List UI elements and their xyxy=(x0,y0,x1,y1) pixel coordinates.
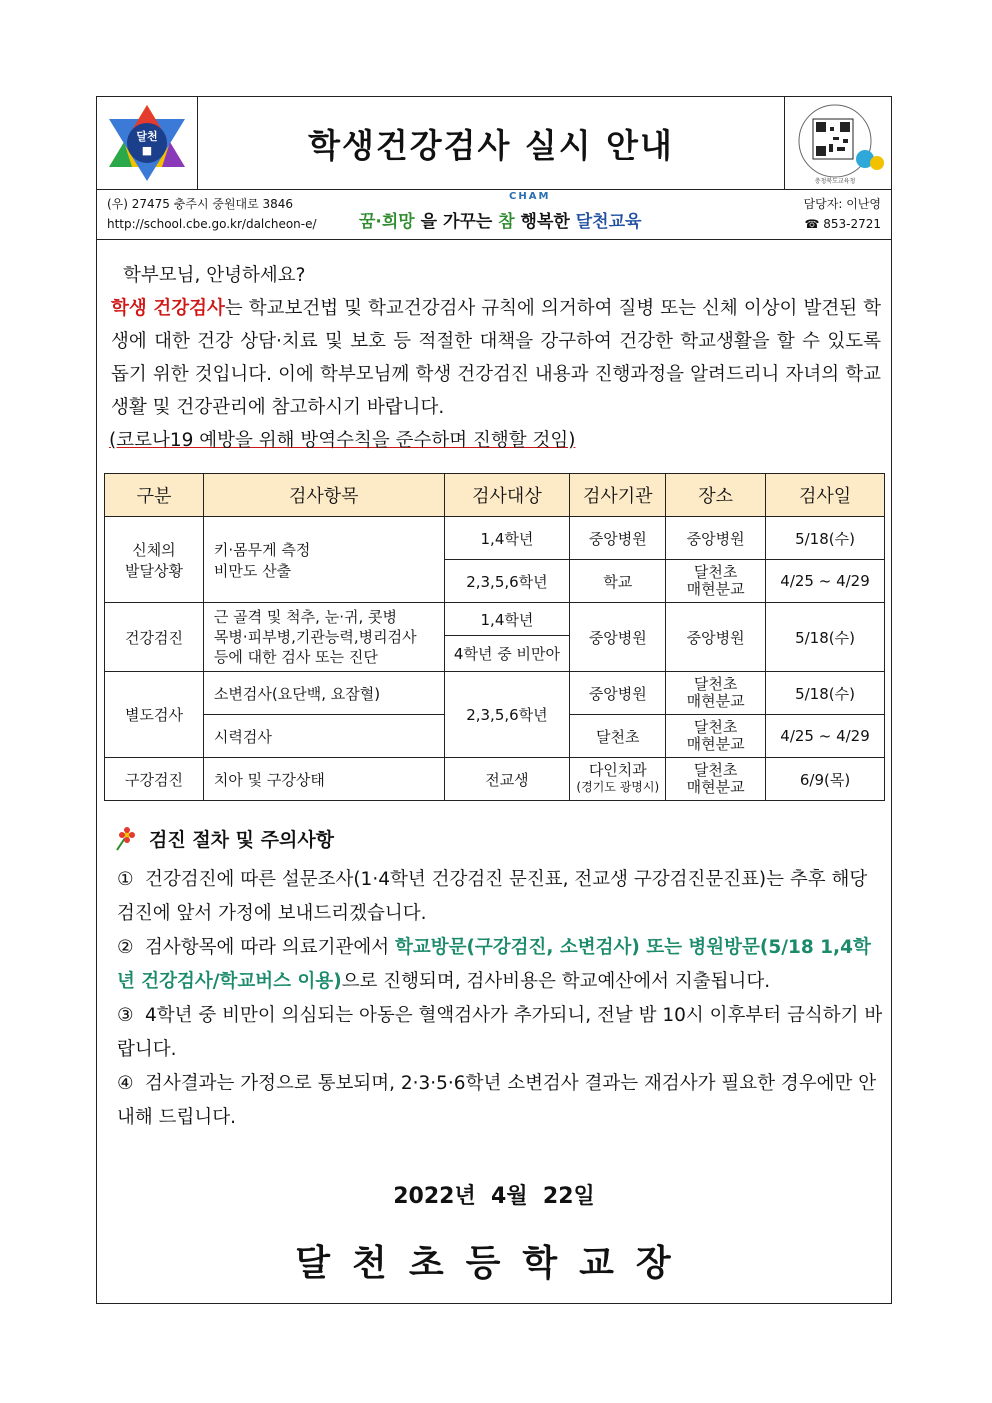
table-header: 검사일 xyxy=(766,474,885,517)
table-row xyxy=(105,672,885,715)
slogan-cham-en: CHAM xyxy=(509,191,551,202)
cell-text: 달천초 xyxy=(693,563,738,581)
table-cell xyxy=(666,672,766,715)
school-address: (우) 27475 충주시 중원대로 3846 xyxy=(107,197,294,211)
table-cell: 5/18(수) xyxy=(766,603,885,672)
table-header: 검사대상 xyxy=(444,474,570,517)
slogan-edu: 달천교육 xyxy=(575,212,642,232)
cell-text: 비만도 산출 xyxy=(213,561,292,580)
table-cell: 중앙병원 xyxy=(666,517,766,560)
slogan-cham: 참 xyxy=(498,212,515,232)
table-cell: 중앙병원 xyxy=(666,603,766,672)
covid-note-text: (코로나19 예방을 위해 방역수칙을 준수하며 진행할 것임) xyxy=(109,430,576,451)
table-cell: 1,4학년 xyxy=(444,603,570,636)
intro-highlight: 학생 건강검사 xyxy=(111,298,225,319)
item-number: ② xyxy=(117,937,134,958)
table-header-row xyxy=(105,474,885,517)
cell-text: 달천초 xyxy=(693,718,738,736)
qr-cell xyxy=(784,97,891,189)
procedure-item-3 xyxy=(117,999,887,1067)
svg-text:■: ■ xyxy=(141,144,153,157)
contact-person: 담당자: 이난영 xyxy=(803,197,881,211)
slogan-happy: 행복한 xyxy=(520,212,570,232)
table-cell xyxy=(203,603,444,672)
cell-text: 등에 대한 검사 또는 진단 xyxy=(213,648,378,666)
qr-code-icon xyxy=(785,97,891,189)
greeting: 학부모님, 안녕하세요? xyxy=(123,265,306,286)
document-date: 2022년 4월 22일 xyxy=(393,1184,595,1209)
flower-icon xyxy=(111,826,139,852)
cell-text: 목병·피부병,기관능력,병리검사 xyxy=(213,628,417,646)
table-cell: 중앙병원 xyxy=(570,672,666,715)
table-cell xyxy=(105,517,204,603)
table-cell: 시력검사 xyxy=(203,715,444,758)
cell-text: (경기도 광명시) xyxy=(576,780,660,794)
org-caption: 충청북도교육청 xyxy=(814,178,856,185)
table-cell: 6/9(목) xyxy=(766,758,885,801)
table-cell xyxy=(666,715,766,758)
item-highlight: 학교방문(구강검진, 소변검사) 또는 병원방문(5/18 1,4학년 건강검사/학교버스 이용) xyxy=(117,937,871,992)
cell-text: 달천초 xyxy=(693,761,738,779)
table-row xyxy=(105,603,885,636)
item-text: 검사결과는 가정으로 통보되며, 2·3·5·6학년 소변검사 결과는 재검사가 필요한 경우에만 안내해 드립니다. xyxy=(117,1073,877,1128)
table-cell: 구강검진 xyxy=(105,758,204,801)
slogan-mid: 을 가꾸는 xyxy=(420,212,493,232)
item-number: ③ xyxy=(117,1005,134,1026)
table-header: 검사기관 xyxy=(570,474,666,517)
table-cell: 전교생 xyxy=(444,758,570,801)
table-cell: 5/18(수) xyxy=(766,517,885,560)
cell-text: 매현분교 xyxy=(686,692,745,710)
school-logo-cell xyxy=(97,97,198,189)
school-logo-icon xyxy=(97,97,197,189)
subheader xyxy=(97,189,891,240)
procedure-item-2 xyxy=(117,931,887,999)
table-cell: 5/18(수) xyxy=(766,672,885,715)
item-text: 검사항목에 따라 의료기관에서 xyxy=(145,937,395,958)
table-cell xyxy=(666,560,766,603)
table-cell: 건강검진 xyxy=(105,603,204,672)
cell-text: 신체의 발달상황 xyxy=(124,540,183,580)
cell-text: 키·몸무게 측정 xyxy=(213,540,311,559)
slogan xyxy=(359,191,642,232)
intro-paragraph xyxy=(111,292,881,424)
document-frame xyxy=(96,96,892,1304)
procedure-title xyxy=(111,825,334,852)
procedure-item-4 xyxy=(117,1067,887,1135)
exam-table xyxy=(104,473,885,801)
cell-text: 달천초 xyxy=(693,675,738,693)
table-cell: 치아 및 구강상태 xyxy=(203,758,444,801)
page-title: 학생건강검사 실시 안내 xyxy=(308,125,674,165)
table-cell: 소변검사(요단백, 요잠혈) xyxy=(203,672,444,715)
table-row xyxy=(105,758,885,801)
table-cell: 4학년 중 비만아 xyxy=(444,636,570,672)
contact-phone: ☎ 853-2721 xyxy=(804,217,881,231)
item-text: 으로 진행되며, 검사비용은 학교예산에서 지출됩니다. xyxy=(341,971,771,992)
table-header: 구분 xyxy=(105,474,204,517)
logo-text: 달천 xyxy=(136,130,158,143)
item-text: 건강검진에 따른 설문조사(1·4학년 건강검진 문진표, 전교생 구강검진문진표)는 추후 해당 검진에 앞서 가정에 보내드리겠습니다. xyxy=(117,869,868,924)
item-number: ④ xyxy=(117,1073,134,1094)
header xyxy=(97,97,891,190)
table-cell: 중앙병원 xyxy=(570,517,666,560)
table-cell: 2,3,5,6학년 xyxy=(444,560,570,603)
cell-text: 다인치과 xyxy=(588,761,647,779)
table-cell: 별도검사 xyxy=(105,672,204,758)
table-header: 검사항목 xyxy=(203,474,444,517)
table-cell xyxy=(570,758,666,801)
cell-text: 근 골격 및 척추, 눈·귀, 콧병 xyxy=(213,608,397,626)
slogan-dream: 꿈·희망 xyxy=(359,212,415,232)
procedure-title-text: 검진 절차 및 주의사항 xyxy=(149,829,335,851)
table-cell: 2,3,5,6학년 xyxy=(444,672,570,758)
item-text: 4학년 중 비만이 의심되는 아동은 혈액검사가 추가되니, 전날 밤 10시 이후부터 금식하기 바랍니다. xyxy=(117,1005,883,1060)
table-row xyxy=(105,517,885,560)
table-cell xyxy=(666,758,766,801)
school-url[interactable]: http://school.cbe.go.kr/dalcheon-e/ xyxy=(107,217,317,231)
table-cell xyxy=(203,517,444,603)
intro-text: 는 학교보건법 및 학교건강검사 규칙에 의거하여 질병 또는 신체 이상이 발견된 학생에 대한 건강 상담·치료 및 보호 등 적절한 대책을 강구하여 건강한 학교생활을 할 수 있도록 돕기 위한 것입니다. 이에 학부모님께 학생 건강검진 내용과 진행과정을 알려드리니 자녀의 학교생활 및 건강관리에 참고하시기 바랍니다. xyxy=(111,298,881,418)
covid-note xyxy=(109,424,879,457)
table-cell: 4/25 ~ 4/29 xyxy=(766,715,885,758)
table-cell: 중앙병원 xyxy=(570,603,666,672)
table-cell: 학교 xyxy=(570,560,666,603)
table-cell: 달천초 xyxy=(570,715,666,758)
table-cell: 4/25 ~ 4/29 xyxy=(766,560,885,603)
cell-text: 매현분교 xyxy=(686,778,745,796)
procedure-item-1 xyxy=(117,863,887,931)
principal-signature: 달천초등학교장 xyxy=(295,1243,693,1284)
cell-text: 매현분교 xyxy=(686,735,745,753)
item-number: ① xyxy=(117,869,134,890)
cell-text: 매현분교 xyxy=(686,580,745,598)
table-header: 장소 xyxy=(666,474,766,517)
table-cell: 1,4학년 xyxy=(444,517,570,560)
